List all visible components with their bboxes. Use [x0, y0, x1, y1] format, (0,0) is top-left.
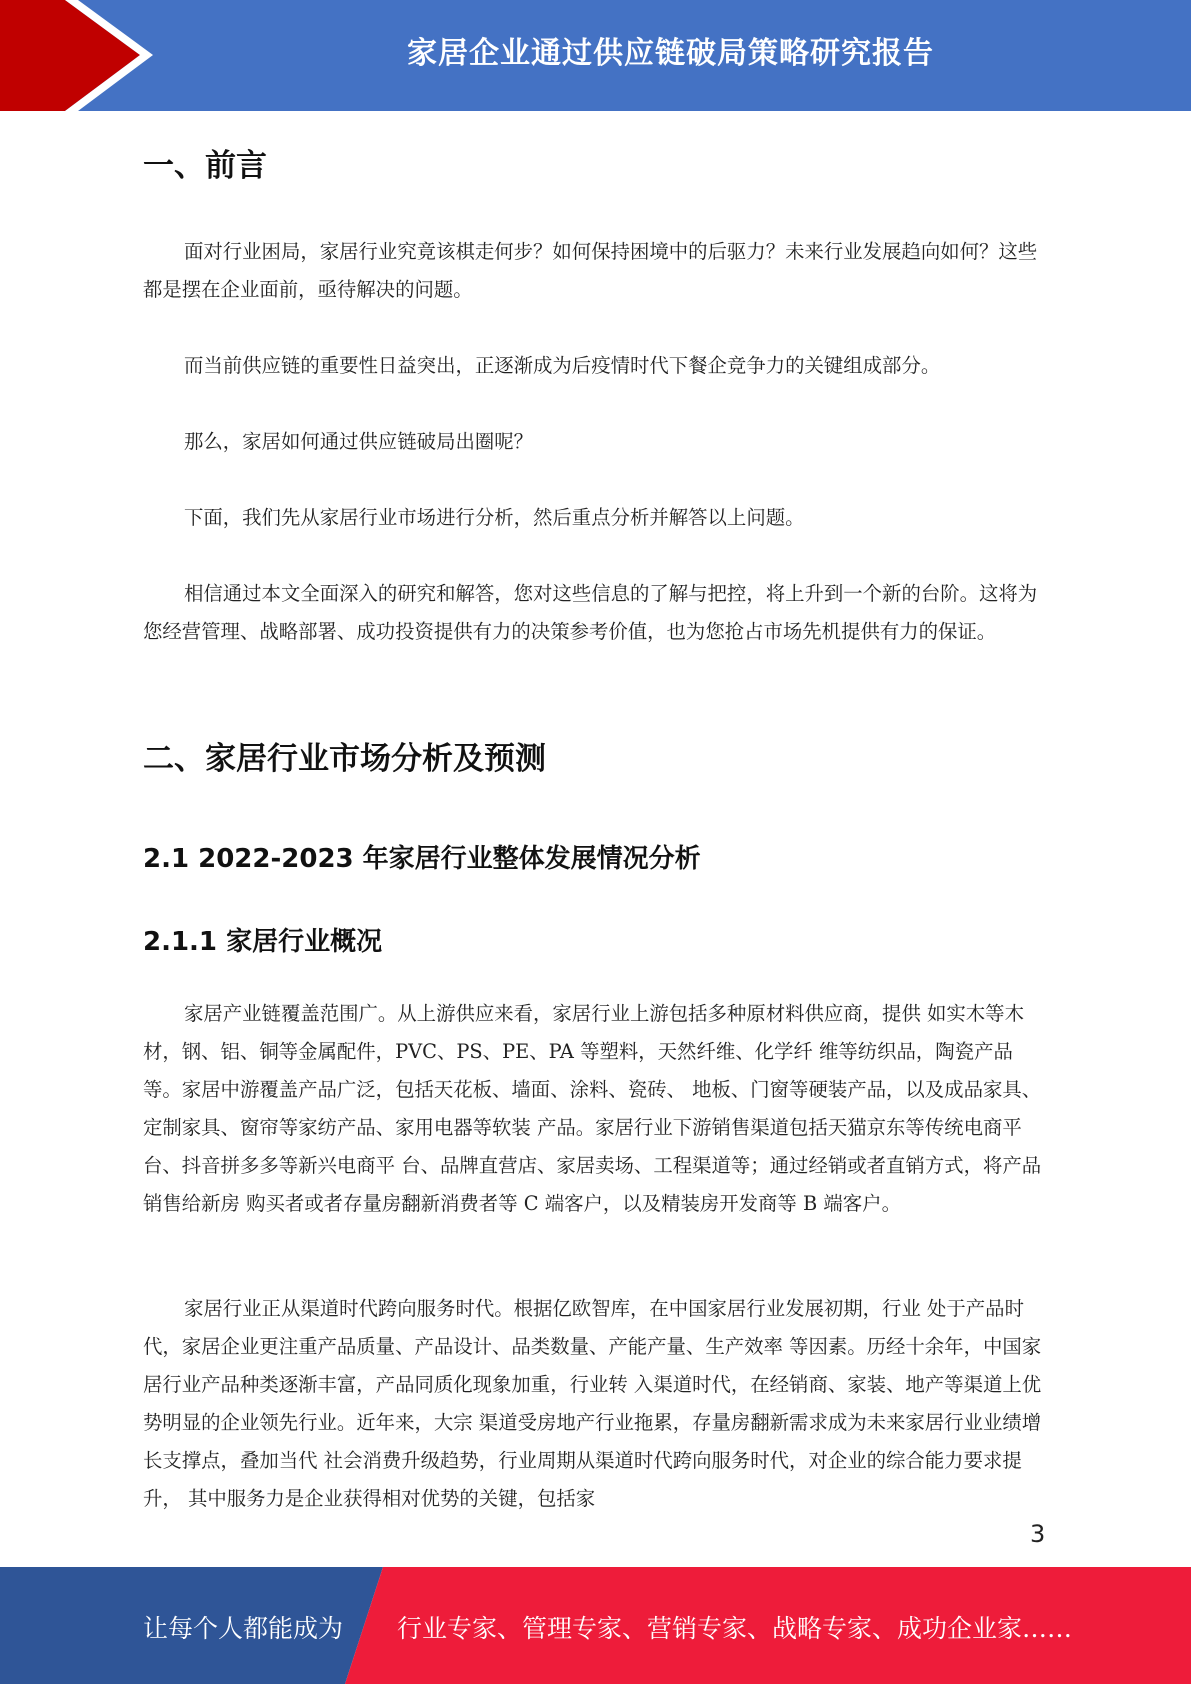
report-title: 家居企业通过供应链破局策略研究报告 — [407, 36, 934, 71]
subsection-heading-2-1-1: 2.1.1 家居行业概况 — [143, 927, 383, 957]
section-heading-preface: 一、前言 — [143, 148, 267, 184]
paragraph: 家居行业正从渠道时代跨向服务时代。根据亿欧智库，在中国家居行业发展初期，行业 处于产品时代，家居企业更注重产品质量、产品设计、品类数量、产能产量、生产效率 等因素。历经十余年，中国家居行业产品种类逐渐丰富，产品同质化现象加重，行业转 入渠道时代，在经销商、家装、地产等渠道上优势明显的企业领先行业。近年来，大宗 渠道受房地产行业拖累，存量房翻新需求成为未来家居行业业绩增长支撑点，叠加当代 社会消费升级趋势，行业周期从渠道时代跨向服务时代，对企业的综合能力要求提升， 其中服务力是企业获得相对优势的关键，包括家 — [143, 1297, 1042, 1510]
footer-slogan-left: 让每个人都能成为 — [143, 1614, 344, 1643]
page-footer — [0, 1567, 1191, 1684]
paragraph: 面对行业困局，家居行业究竟该棋走何步？如何保持困境中的后驱力？未来行业发展趋向如何？这些都是摆在企业面前，亟待解决的问题。 — [143, 240, 1038, 301]
page-number: 3 — [1030, 1520, 1046, 1548]
subsection-heading-2-1: 2.1 2022-2023 年家居行业整体发展情况分析 — [143, 844, 701, 874]
paragraph: 家居产业链覆盖范围广。从上游供应来看，家居行业上游包括多种原材料供应商，提供 如实木等木材，钢、铝、铜等金属配件，PVC、PS、PE、PA 等塑料，天然纤维、化学纤 维等纺织品，陶瓷产品等。家居中游覆盖产品广泛，包括天花板、墙面、涂料、瓷砖、 地板、门窗等硬装产品，以及成品家具、定制家具、窗帘等家纺产品、家用电器等软装 产品。家居行业下游销售渠道包括天猫京东等传统电商平台、抖音拼多多等新兴电商平 台、品牌直营店、家居卖场、工程渠道等；通过经销或者直销方式，将产品销售给新房 购买者或者存量房翻新消费者等 C 端客户，以及精装房开发商等 B 端客户。 — [143, 1002, 1042, 1215]
paragraph: 而当前供应链的重要性日益突出，正逐渐成为后疫情时代下餐企竞争力的关键组成部分。 — [184, 354, 941, 377]
paragraph: 那么，家居如何通过供应链破局出圈呢？ — [184, 430, 534, 453]
page-header — [0, 0, 1191, 111]
paragraph: 相信通过本文全面深入的研究和解答，您对这些信息的了解与把控，将上升到一个新的台阶。这将为您经营管理、战略部署、成功投资提供有力的决策参考价值，也为您抢占市场先机提供有力的保证。 — [143, 582, 1038, 643]
section-heading-market-analysis: 二、家居行业市场分析及预测 — [143, 741, 546, 777]
footer-slogan-right: 行业专家、管理专家、营销专家、战略专家、成功企业家…… — [397, 1614, 1073, 1643]
paragraph: 下面，我们先从家居行业市场进行分析，然后重点分析并解答以上问题。 — [184, 506, 805, 529]
